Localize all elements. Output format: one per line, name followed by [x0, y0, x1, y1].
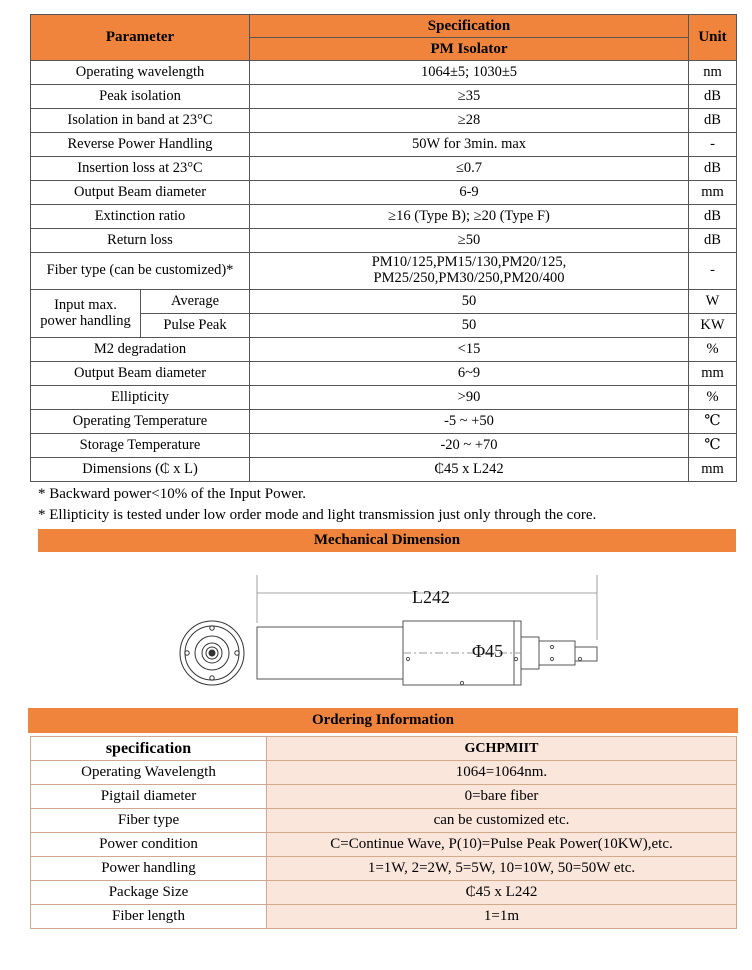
spec-unit: mm — [689, 181, 737, 205]
ordering-row — [31, 881, 737, 905]
spec-unit: nm — [689, 61, 737, 85]
spec-value: 6~9 — [250, 362, 689, 386]
ordering-row — [31, 785, 737, 809]
spec-value-line: PM10/125,PM15/130,PM20/125, — [371, 254, 567, 271]
ordering-table — [30, 736, 737, 929]
spec-param: Ellipticity — [31, 386, 250, 410]
spec-unit: W — [689, 290, 737, 314]
spec-param: Insertion loss at 23°C — [31, 157, 250, 181]
spec-value: <15 — [250, 338, 689, 362]
spec-unit: dB — [689, 229, 737, 253]
spec-row — [31, 133, 737, 157]
spec-unit: mm — [689, 362, 737, 386]
spec-value-multiline — [250, 253, 689, 290]
spec-param: Isolation in band at 23°C — [31, 109, 250, 133]
spec-param: Storage Temperature — [31, 434, 250, 458]
ordering-information-title: Ordering Information — [28, 708, 738, 733]
spec-unit: % — [689, 338, 737, 362]
spec-unit: ℃ — [689, 410, 737, 434]
spec-param: Fiber type (can be customized)* — [31, 253, 250, 290]
ordering-row — [31, 857, 737, 881]
spec-row — [31, 410, 737, 434]
ordering-value: 1=1W, 2=2W, 5=5W, 10=10W, 50=50W etc. — [267, 857, 737, 881]
spec-value-line: PM25/250,PM30/250,PM20/400 — [373, 270, 565, 286]
spec-row — [31, 386, 737, 410]
ordering-label: Power condition — [31, 833, 267, 857]
spec-value: 6-9 — [250, 181, 689, 205]
ordering-value: 1=1m — [267, 905, 737, 929]
spec-row — [31, 290, 737, 314]
spec-subparam: Pulse Peak — [141, 314, 250, 338]
ordering-value: can be customized etc. — [267, 809, 737, 833]
ordering-header-left: specification — [31, 737, 267, 761]
spec-unit: dB — [689, 205, 737, 229]
spec-subparam: Average — [141, 290, 250, 314]
spec-row — [31, 253, 737, 290]
spec-unit: mm — [689, 458, 737, 482]
ordering-row — [31, 809, 737, 833]
spec-row — [31, 338, 737, 362]
ordering-header-right: GCHPMIIT — [267, 737, 737, 761]
ordering-header-row — [31, 737, 737, 761]
ordering-label: Operating Wavelength — [31, 761, 267, 785]
spec-param-line: Input max. — [54, 296, 117, 313]
spec-value: ≤0.7 — [250, 157, 689, 181]
spec-param: Operating wavelength — [31, 61, 250, 85]
header-product: PM Isolator — [250, 38, 689, 61]
spec-unit: dB — [689, 157, 737, 181]
diameter-label: Φ45 — [472, 641, 504, 661]
spec-row — [31, 458, 737, 482]
length-label: L242 — [412, 587, 450, 607]
spec-param: Dimensions (₵ x L) — [31, 458, 250, 482]
spec-row — [31, 85, 737, 109]
spec-unit: - — [689, 253, 737, 290]
spec-row — [31, 205, 737, 229]
mechanical-dimension-title: Mechanical Dimension — [38, 529, 736, 552]
ordering-row — [31, 833, 737, 857]
ordering-label: Package Size — [31, 881, 267, 905]
spec-unit: KW — [689, 314, 737, 338]
spec-param-line: power handling — [40, 312, 131, 329]
ordering-label: Fiber length — [31, 905, 267, 929]
spec-value: 1064±5; 1030±5 — [250, 61, 689, 85]
spec-value: ≥16 (Type B); ≥20 (Type F) — [250, 205, 689, 229]
spec-value: -5 ~ +50 — [250, 410, 689, 434]
ordering-row — [31, 905, 737, 929]
spec-table — [30, 14, 737, 482]
ordering-row — [31, 761, 737, 785]
spec-unit: - — [689, 133, 737, 157]
spec-unit: % — [689, 386, 737, 410]
ordering-value: 0=bare fiber — [267, 785, 737, 809]
side-view — [257, 621, 597, 685]
spec-param: Output Beam diameter — [31, 181, 250, 205]
spec-unit: dB — [689, 85, 737, 109]
spec-value: -20 ~ +70 — [250, 434, 689, 458]
spec-param: Peak isolation — [31, 85, 250, 109]
spec-value: ₵45 x L242 — [250, 458, 689, 482]
spec-param: Operating Temperature — [31, 410, 250, 434]
spec-param-group — [31, 290, 141, 338]
ordering-label: Fiber type — [31, 809, 267, 833]
header-parameter: Parameter — [31, 15, 250, 61]
spec-param: Output Beam diameter — [31, 362, 250, 386]
spec-value: 50W for 3min. max — [250, 133, 689, 157]
spec-value: ≥50 — [250, 229, 689, 253]
ordering-label: Power handling — [31, 857, 267, 881]
spec-param: Return loss — [31, 229, 250, 253]
spec-row — [31, 181, 737, 205]
end-view — [180, 621, 244, 685]
spec-value: ≥35 — [250, 85, 689, 109]
spec-unit: dB — [689, 109, 737, 133]
spec-param: Reverse Power Handling — [31, 133, 250, 157]
spec-value: ≥28 — [250, 109, 689, 133]
spec-value: >90 — [250, 386, 689, 410]
spec-row — [31, 434, 737, 458]
spec-row — [31, 109, 737, 133]
spec-row — [31, 362, 737, 386]
ordering-value: C=Continue Wave, P(10)=Pulse Peak Power(10KW),etc. — [267, 833, 737, 857]
ordering-value: 1064=1064nm. — [267, 761, 737, 785]
header-unit: Unit — [689, 15, 737, 61]
spec-row — [31, 229, 737, 253]
footnote-backward-power: * Backward power<10% of the Input Power. — [38, 486, 306, 502]
spec-param: Extinction ratio — [31, 205, 250, 229]
spec-value: 50 — [250, 314, 689, 338]
spec-value: 50 — [250, 290, 689, 314]
spec-unit: ℃ — [689, 434, 737, 458]
spec-row — [31, 157, 737, 181]
mechanical-drawing — [0, 555, 752, 705]
spec-param: M2 degradation — [31, 338, 250, 362]
header-specification: Specification — [250, 15, 689, 38]
footnote-ellipticity: * Ellipticity is tested under low order mode and light transmission just only through the core. — [38, 507, 597, 523]
spec-row — [31, 61, 737, 85]
ordering-value: ₵45 x L242 — [267, 881, 737, 905]
ordering-label: Pigtail diameter — [31, 785, 267, 809]
